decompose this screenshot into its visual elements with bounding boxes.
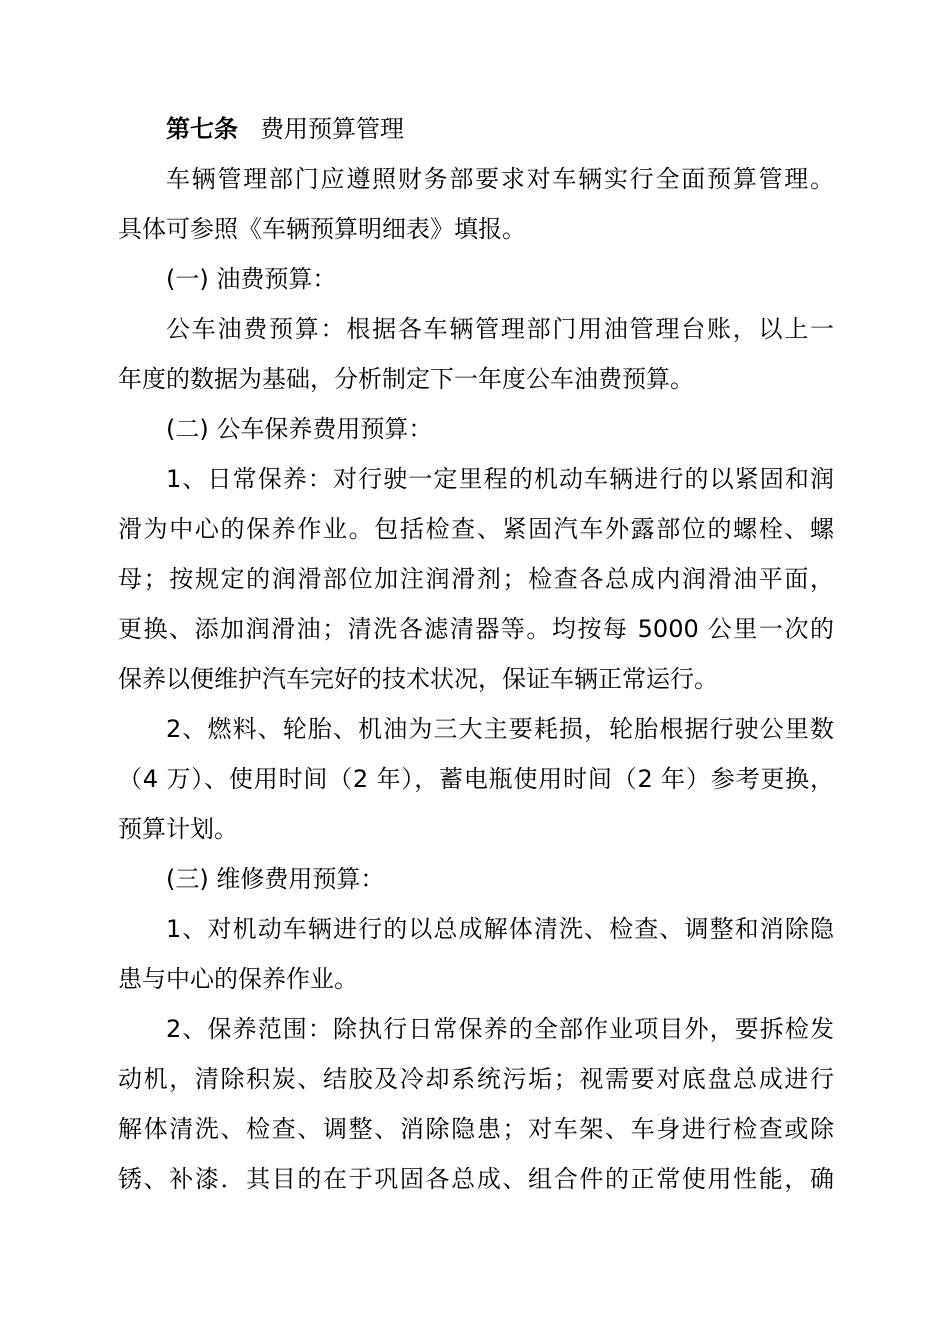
paragraph-line: 2、燃料、轮胎、机油为三大主要耗损，轮胎根据行驶公里数 — [166, 715, 834, 743]
paragraph-line: 解体清洗、检查、调整、消除隐患；对车架、车身进行检查或除 — [118, 1115, 834, 1143]
section-heading: (二) 公车保养费用预算： — [166, 415, 433, 443]
section-heading: (一) 油费预算： — [166, 265, 337, 293]
article-heading — [166, 104, 834, 154]
article-number: 第七条 — [166, 115, 238, 143]
paragraph-line: 公车油费预算：根据各车辆管理部门用油管理台账，以上一 — [166, 315, 834, 343]
paragraph-line: 患与中心的保养作业。 — [118, 965, 358, 993]
paragraph-line: 1、日常保养：对行驶一定里程的机动车辆进行的以紧固和润 — [166, 465, 834, 493]
paragraph-line: 动机，清除积炭、结胶及冷却系统污垢；视需要对底盘总成进行 — [118, 1065, 834, 1093]
paragraph-line: 预算计划。 — [118, 815, 238, 843]
paragraph-line: 车辆管理部门应遵照财务部要求对车辆实行全面预算管理。 — [166, 165, 834, 193]
paragraph-line: 2、保养范围：除执行日常保养的全部作业项目外，要拆检发 — [166, 1015, 834, 1043]
paragraph-line: 滑为中心的保养作业。包括检查、紧固汽车外露部位的螺栓、螺 — [118, 515, 834, 543]
paragraph-line: 1、对机动车辆进行的以总成解体清洗、检查、调整和消除隐 — [166, 915, 834, 943]
paragraph-line: （4 万）、使用时间（2 年），蓄电瓶使用时间（2 年）参考更换， — [118, 765, 834, 793]
section-heading: (三) 维修费用预算： — [166, 865, 385, 893]
paragraph-line: 母；按规定的润滑部位加注润滑剂；检查各总成内润滑油平面， — [118, 565, 834, 593]
paragraph-line: 具体可参照《车辆预算明细表》填报。 — [118, 215, 526, 243]
paragraph-line: 保养以便维护汽车完好的技术状况，保证车辆正常运行。 — [118, 665, 718, 693]
paragraph-line: 更换、添加润滑油；清洗各滤清器等。均按每 5000 公里一次的 — [118, 615, 834, 643]
paragraph-line: 年度的数据为基础，分析制定下一年度公车油费预算。 — [118, 365, 694, 393]
paragraph-line: 锈、补漆．其目的在于巩固各总成、组合件的正常使用性能，确 — [118, 1165, 834, 1193]
article-title: 费用预算管理 — [260, 115, 404, 143]
